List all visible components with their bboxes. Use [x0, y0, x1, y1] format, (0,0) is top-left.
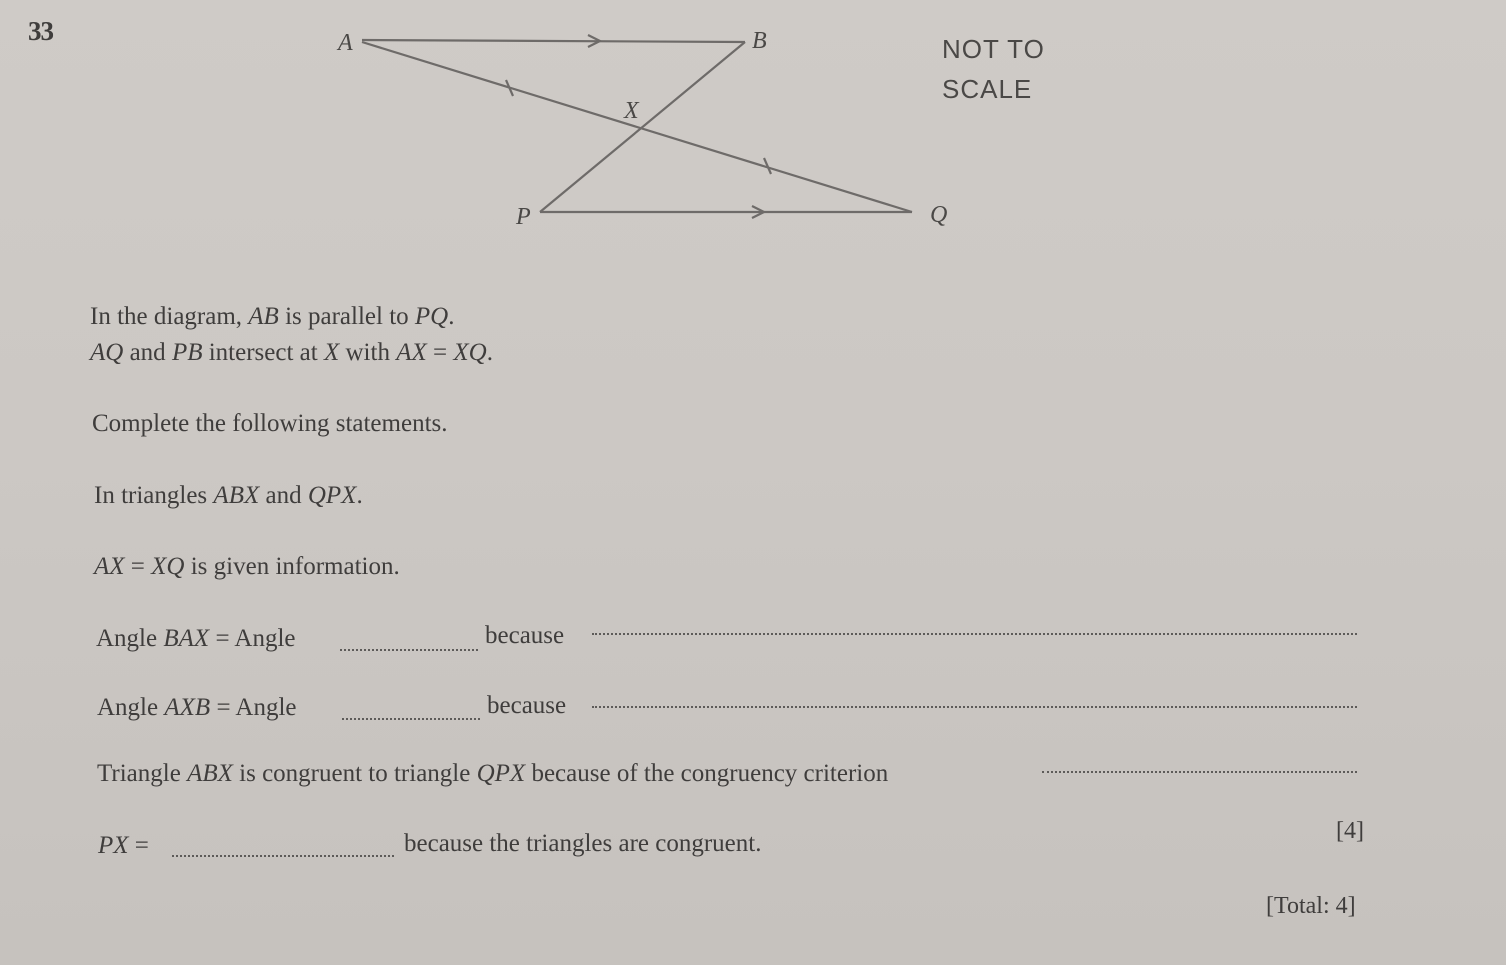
intro-line-1: In the diagram, AB is parallel to PQ. [90, 303, 455, 330]
angle-axb-statement: Angle AXB = Angle [97, 694, 297, 721]
px-statement: PX = [98, 832, 149, 859]
total-marks-label: [Total: 4] [1266, 893, 1356, 919]
given-statement: AX = XQ is given information. [94, 553, 400, 580]
instruction: Complete the following statements. [92, 410, 448, 437]
angle-axb-answer-field[interactable] [342, 717, 480, 720]
label-p: P [516, 204, 531, 230]
geometry-diagram [0, 0, 1506, 260]
intro-line-2: AQ and PB intersect at X with AX = XQ. [90, 339, 493, 366]
congruency-criterion-field[interactable] [1042, 770, 1357, 773]
triangles-statement: In triangles ABX and QPX. [94, 482, 363, 509]
because-label-1: because [485, 622, 565, 649]
angle-bax-reason-field[interactable] [592, 632, 1357, 635]
segment-ab [362, 40, 745, 42]
marks-label: [4] [1336, 818, 1364, 844]
segment-pb [540, 42, 745, 212]
not-to-scale-line2: SCALE [942, 74, 1033, 104]
label-a: A [338, 30, 353, 56]
question-number: 33 [28, 16, 53, 46]
segment-aq [362, 42, 912, 212]
px-answer-field[interactable] [172, 854, 394, 857]
angle-axb-reason-field[interactable] [592, 705, 1357, 708]
because-label-2: because [487, 692, 567, 719]
angle-bax-answer-field[interactable] [340, 648, 478, 651]
label-q: Q [930, 202, 948, 228]
label-b: B [752, 28, 767, 54]
px-reason-text: because the triangles are congruent. [404, 830, 762, 857]
congruency-statement: Triangle ABX is congruent to triangle QPX because of the congruency criterion [97, 760, 889, 787]
label-x: X [624, 98, 639, 124]
not-to-scale-line1: NOT TO [942, 34, 1045, 64]
angle-bax-statement: Angle BAX = Angle [96, 625, 296, 652]
